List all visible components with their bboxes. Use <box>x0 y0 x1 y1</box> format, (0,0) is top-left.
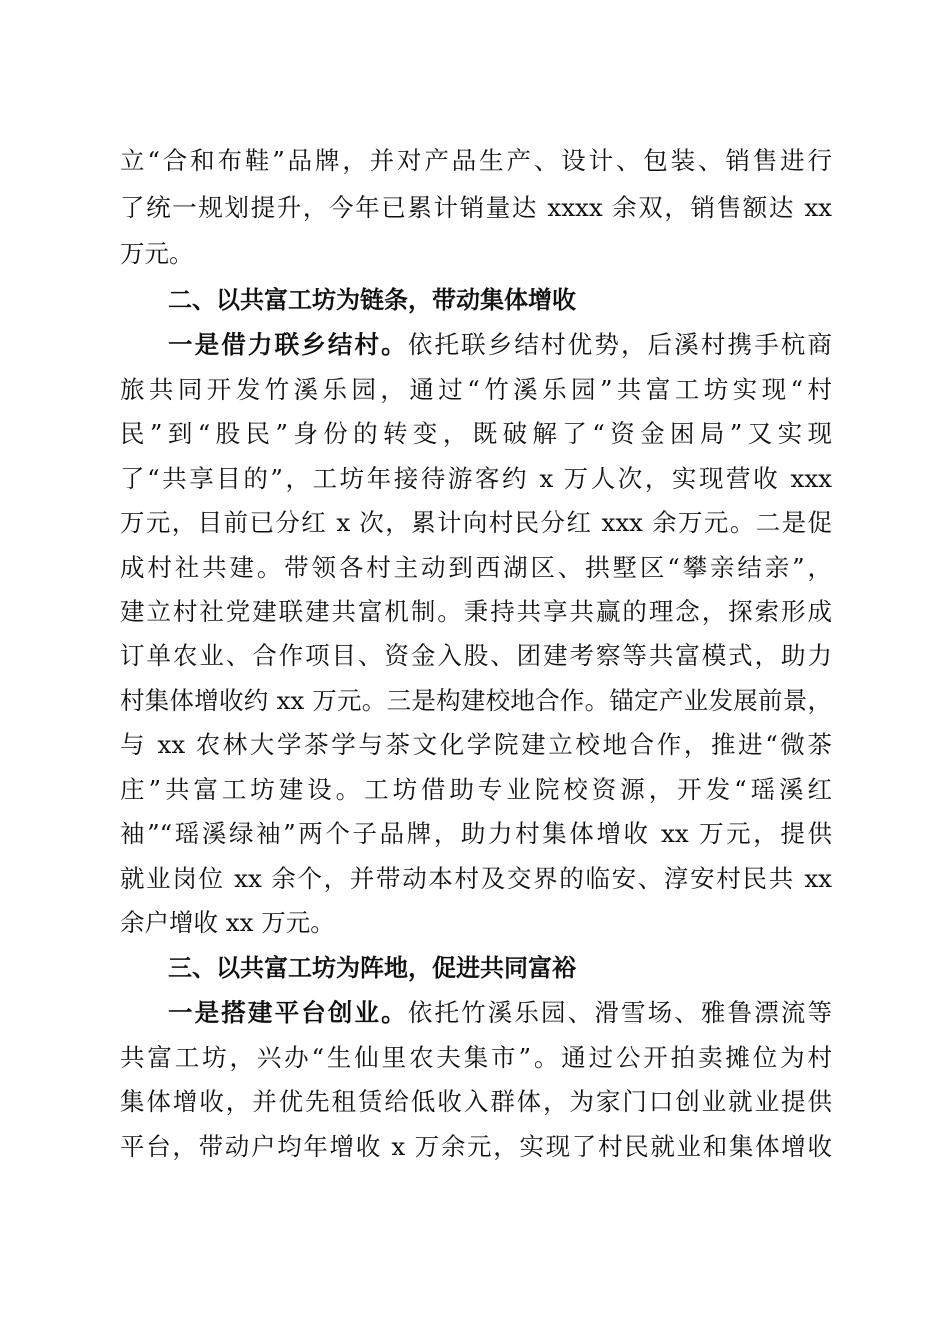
text-span: 依托竹溪乐园、滑雪场、雅鲁漂流等 <box>407 998 832 1027</box>
text-line: 余户增收 xx 万元。 <box>120 908 335 937</box>
text-line: 与 xx 农林大学茶学与茶文化学院建立校地合作，推进“微茶 <box>120 730 832 759</box>
text-line: 平台，带动户均年增收 x 万余元，实现了村民就业和集体增收 <box>120 1132 832 1161</box>
text-line: 就业岗位 xx 余个，并带动本村及交界的临安、淳安村民共 xx <box>120 864 832 893</box>
text-span: 依托联乡结村优势，后溪村携手杭商 <box>407 330 832 359</box>
text-line: 旅共同开发竹溪乐园，通过“竹溪乐园”共富工坊实现“村 <box>120 375 832 404</box>
text-line-first <box>168 330 832 360</box>
text-line: 订单农业、合作项目、资金入股、团建考察等共富模式，助力 <box>120 641 832 670</box>
text-line: 建立村社党建联建共富机制。秉持共享共赢的理念，探索形成 <box>120 597 832 626</box>
text-line: 万元。 <box>120 239 194 268</box>
text-line: 了“共享目的”，工坊年接待游客约 x 万人次，实现营收 xxx <box>120 464 832 493</box>
text-line: 庄”共富工坊建设。工坊借助专业院校资源，开发“瑶溪红 <box>120 775 832 804</box>
text-line: 了统一规划提升，今年已累计销量达 xxxx 余双，销售额达 xx <box>120 193 832 222</box>
text-line: 万元，目前已分红 x 次，累计向村民分红 xxx 余万元。二是促 <box>120 508 832 537</box>
text-line: 村集体增收约 xx 万元。三是构建校地合作。锚定产业发展前景， <box>120 686 832 715</box>
text-line: 民”到“股民”身份的转变，既破解了“资金困局”又实现 <box>120 419 832 448</box>
paragraph-lead: 一是搭建平台创业。 <box>168 998 408 1027</box>
text-line: 集体增收，并优先租赁给低收入群体，为家门口创业就业提供 <box>120 1087 832 1116</box>
text-line-first <box>168 998 832 1028</box>
text-line: 立“合和布鞋”品牌，并对产品生产、设计、包装、销售进行 <box>120 146 832 175</box>
section-heading: 二、以共富工坊为链条，带动集体增收 <box>168 286 576 314</box>
text-line: 共富工坊，兴办“生仙里农夫集市”。通过公开拍卖摊位为村 <box>120 1043 832 1072</box>
text-line: 袖”“瑶溪绿袖”两个子品牌，助力村集体增收 xx 万元，提供 <box>120 819 832 848</box>
section-heading: 三、以共富工坊为阵地，促进共同富裕 <box>168 954 576 982</box>
paragraph-lead: 一是借力联乡结村。 <box>168 330 408 359</box>
text-line: 成村社共建。带领各村主动到西湖区、拱墅区“攀亲结亲”， <box>120 553 832 582</box>
